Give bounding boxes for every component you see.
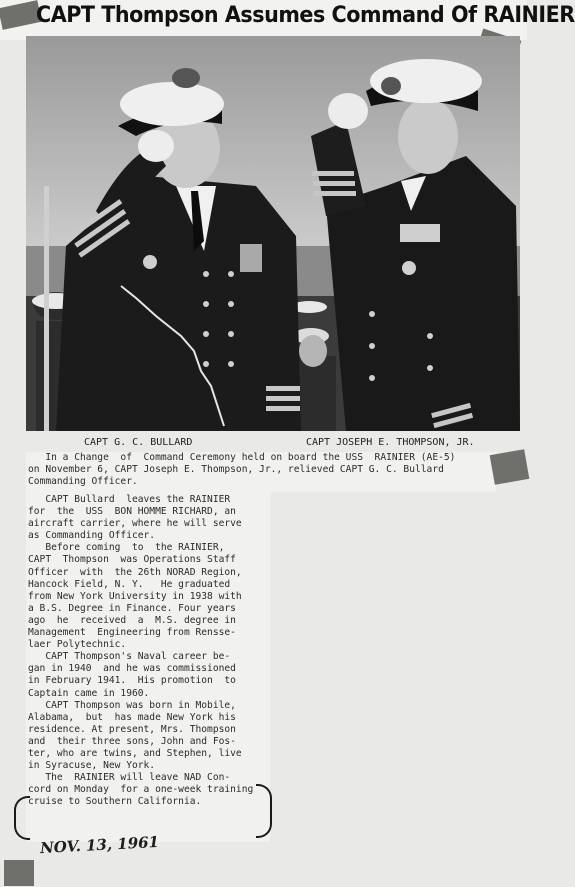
headline: CAPT Thompson Assumes Command Of RAINIER (36, 3, 575, 28)
text-line: in February 1941. His promotion to (28, 675, 236, 687)
text-line: Before coming to the RAINIER, (28, 542, 225, 554)
text-line: gan in 1940 and he was commissioned (28, 663, 236, 675)
text-line: laer Polytechnic. (28, 639, 127, 651)
pen-bracket-right (256, 784, 272, 838)
text-line: cord on Monday for a one-week training (28, 784, 254, 796)
text-line: from New York University in 1938 with (28, 590, 242, 602)
lede-paragraph (28, 452, 522, 492)
pen-bracket-left (14, 796, 30, 840)
text-line: in Syracuse, New York. (28, 760, 156, 772)
text-line: Officer with the 26th NORAD Region, (28, 566, 242, 578)
text-line: residence. At present, Mrs. Thompson (28, 723, 236, 735)
text-line: ter, who are twins, and Stephen, live (28, 747, 242, 759)
text-line: In a Change of Command Ceremony held on board the USS RAINIER (AE-5) (28, 452, 456, 463)
text-line: Management Engineering from Rensse- (28, 627, 236, 639)
text-line: aircraft carrier, where he will serve (28, 518, 242, 530)
tape-bottom-left (4, 860, 34, 886)
text-line: on November 6, CAPT Joseph E. Thompson, Jr., relieved CAPT G. C. Bullard (28, 464, 444, 476)
text-line: The RAINIER will leave NAD Con- (28, 772, 231, 784)
ceremony-photo (26, 36, 520, 431)
text-line: as Commanding Officer. (28, 530, 156, 542)
text-line: CAPT Bullard leaves the RAINIER (28, 494, 231, 505)
text-line: Captain came in 1960. (28, 687, 150, 699)
text-line: Commanding Officer. (28, 476, 138, 488)
text-line: ago he received a M.S. degree in (28, 614, 236, 626)
text-line: cruise to Southern California. (28, 796, 202, 808)
text-line: a B.S. Degree in Finance. Four years (28, 602, 236, 614)
text-line: Alabama, but has made New York his (28, 711, 236, 723)
text-line: CAPT Thompson was Operations Staff (28, 554, 236, 566)
photo-caption-right: CAPT JOSEPH E. THOMPSON, JR. (306, 437, 475, 448)
text-line: CAPT Thompson was born in Mobile, (28, 699, 236, 711)
text-line: for the USS BON HOMME RICHARD, an (28, 506, 236, 518)
handwritten-date: NOV. 13, 1961 (39, 832, 160, 858)
photo-caption-left: CAPT G. C. BULLARD (84, 437, 193, 448)
article-body (28, 494, 274, 839)
text-line: Hancock Field, N. Y. He graduated (28, 578, 231, 590)
text-line: and their three sons, John and Fos- (28, 735, 236, 747)
text-line: CAPT Thompson's Naval career be- (28, 651, 231, 663)
